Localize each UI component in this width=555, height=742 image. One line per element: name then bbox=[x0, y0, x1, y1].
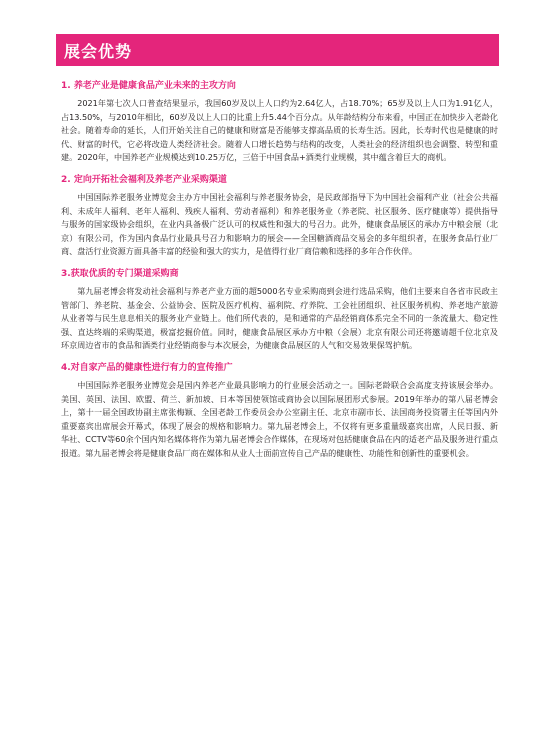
content-body bbox=[61, 80, 498, 469]
section-heading: 3.获取优质的专门渠道采购商 bbox=[61, 268, 179, 279]
page-title: 展会优势 bbox=[64, 42, 133, 61]
section-heading: 4.对自家产品的健康性进行有力的宣传推广 bbox=[61, 362, 233, 373]
section-paragraph: 中国国际养老服务业博览会主办方中国社会福利与养老服务协会，是民政部指导下为中国社会福利产业（社会公共福利、未成年人福利、老年人福利、残疾人福利、劳动者福利）和养老服务业（养老院、社区服务、医疗健康等）提供指导与服务的国家级协会组织，在业内具备极广泛认可的权威性和强大的号召力。此外，健康食品展区的承办方中粮会展（北京）有限公司，作为国内食品行业最具号召力和影响力的展会——全国糖酒商品交易会的多年组织者，在服务食品行业厂商、盘活行业资源方面具备丰富的经验和强大的实力，是值得行业厂商信赖和选择的多年合作伙伴。 bbox=[61, 191, 498, 257]
section-heading: 2. 定向开拓社会福利及养老产业采购渠道 bbox=[61, 174, 227, 185]
section-4 bbox=[61, 362, 498, 461]
section-3 bbox=[61, 268, 498, 353]
section-paragraph: 2021年第七次人口普查结果显示，我国60岁及以上人口约为2.64亿人，占18.70%；65岁及以上人口为1.91亿人，占13.50%，与2010年相比，60岁及以上人口的比重上升5.44个百分点。从年龄结构分布来看，中国正在加快步入老龄化社会。随着寿命的延长，人们开始关注自己的健康和财富是否能够支撑高品质的长寿生活。因此，长寿时代也是健康的时代、财富的时代，它必将改造人类经济社会。随着人口增长趋势与结构的改变，人类社会的经济组织也会调整、转型和重建。2020年，中国养老产业规模达到10.25万亿，三倍于中国食品+酒类行业规模，其中蕴含着巨大的商机。 bbox=[61, 98, 498, 163]
section-1 bbox=[61, 80, 498, 165]
section-heading: 1. 养老产业是健康食品产业未来的主攻方向 bbox=[61, 81, 236, 91]
section-paragraph: 第九届老博会将发动社会福利与养老产业方面的超5000名专业采购商到会进行选品采购，他们主要来自各省市民政主管部门、养老院、基金会、公益协会、医院及医疗机构、福利院、疗养院、工会社团组织、社区服务机构、养老地产旅游从业者等与民生息息相关的服务业产业链上。他们所代表的，是和通常的产品经销商体系完全不同的一条流量大、稳定性强、直达终端的采购渠道，极富挖掘价值。同时，健康食品展区承办方中粮（会展）北京有限公司还将邀请超千位北京及环京周边省市的食品和酒类行业经销商参与本次展会，为健康食品展区的人气和交易效果保驾护航。 bbox=[61, 285, 498, 351]
section-banner bbox=[56, 34, 499, 66]
section-paragraph: 中国国际养老服务业博览会是国内养老产业最具影响力的行业展会活动之一。国际老龄联合会高度支持该展会举办。美国、英国、法国、欧盟、荷兰、新加坡、日本等国使领馆或商协会以国际展团形式参展。2019年举办的第八届老博会上，第十一届全国政协副主席张梅颖、全国老龄工作委员会办公室副主任、北京市副市长、法国商务投资署主任等国内外重要嘉宾出席展会开幕式，体现了展会的规格和影响力。第九届老博会上，不仅将有更多重量级嘉宾出席，人民日报、新华社、CCTV等60余个国内知名媒体将作为第九届老博会合作媒体，在现场对包括健康食品在内的适老产品及服务进行重点报道。第九届老博会将是健康食品厂商在媒体和从业人士面前宣传自己产品的健康性、功能性和创新性的重要机会。 bbox=[61, 379, 498, 458]
section-2 bbox=[61, 174, 498, 259]
